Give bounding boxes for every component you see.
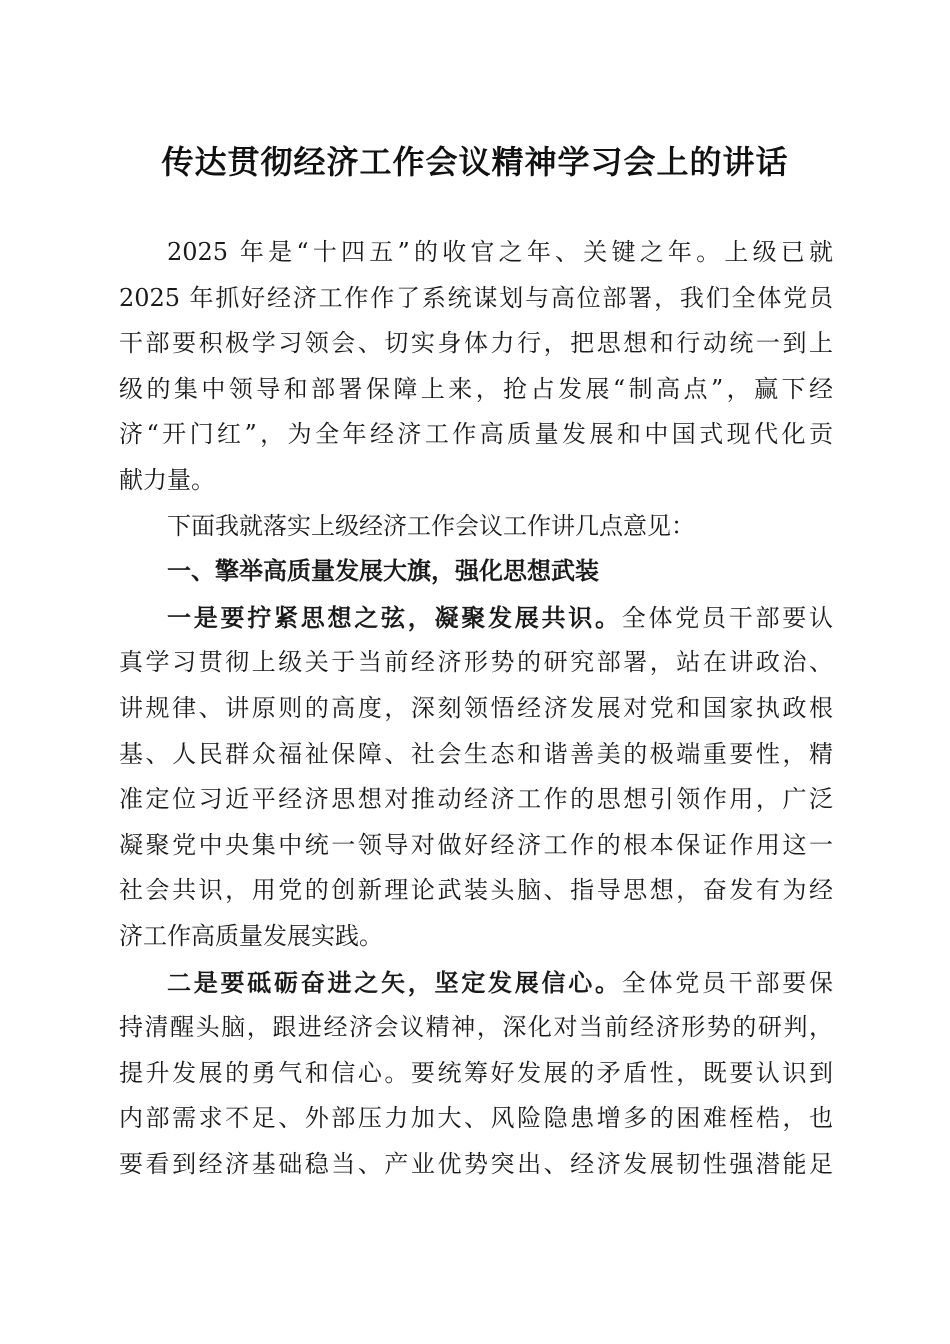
text-fragment: 全体党员干部要认 [621, 603, 833, 632]
text-line: 济“开门红”，为全年经济工作高质量发展和中国式现代化贡 [119, 420, 833, 449]
text-line: 级的集中领导和部署保障上来，抢占发展“制高点”，赢下经 [119, 374, 833, 403]
text-line: 准定位习近平经济思想对推动经济工作的思想引领作用，广泛 [119, 785, 833, 814]
text-line: 提升发展的勇气和信心。要统筹好发展的矛盾性，既要认识到 [119, 1058, 833, 1087]
text-line: 要看到经济基础稳当、产业优势突出、经济发展韧性强潜能足 [119, 1149, 833, 1178]
text-line [119, 595, 833, 641]
text-line: 社会共识，用党的创新理论武装头脑、指导思想，奋发有为经 [119, 876, 833, 905]
text-line [119, 960, 833, 1006]
document-title: 传达贯彻经济工作会议精神学习会上的讲话 [161, 143, 789, 181]
paragraph-point-1 [119, 595, 833, 960]
text-line: 干部要积极学习领会、切实身体力行，把思想和行动统一到上 [119, 329, 833, 358]
section-heading: 一、擎举高质量发展大旗，强化思想武装 [167, 557, 599, 586]
paragraph-intro [119, 230, 833, 504]
lead-sentence: 二是要砥砺奋进之矢，坚定发展信心。 [167, 967, 622, 997]
section-heading-1 [119, 549, 833, 595]
text-line: 讲规律、讲原则的高度，深刻领悟经济发展对党和国家执政根 [119, 693, 833, 722]
document-body [119, 230, 833, 1187]
text-line: 持清醒头脑，跟进经济会议精神，深化对当前经济形势的研判， [119, 1013, 833, 1042]
lead-sentence: 一是要拧紧思想之弦，凝聚发展共识。 [167, 602, 622, 632]
paragraph-outline [119, 504, 833, 550]
paragraph-point-2 [119, 960, 833, 1188]
text-line: 2025 年是“十四五”的收官之年、关键之年。上级已就 [167, 238, 833, 266]
text-line: 下面我就落实上级经济工作会议工作讲几点意见： [167, 511, 695, 540]
text-line: 献力量。 [119, 465, 215, 494]
text-line: 真学习贯彻上级关于当前经济形势的研究部署，站在讲政治、 [119, 648, 833, 677]
text-fragment: 全体党员干部要保 [621, 968, 833, 997]
text-line: 内部需求不足、外部压力加大、风险隐患增多的困难桎梏，也 [119, 1104, 833, 1133]
text-line: 凝聚党中央集中统一领导对做好经济工作的根本保证作用这一 [119, 830, 833, 859]
text-line: 基、人民群众福祉保障、社会生态和谐善美的极端重要性，精 [119, 739, 833, 768]
text-line: 2025 年抓好经济工作作了系统谋划与高位部署，我们全体党员 [119, 283, 833, 312]
text-line: 济工作高质量发展实践。 [119, 921, 383, 950]
